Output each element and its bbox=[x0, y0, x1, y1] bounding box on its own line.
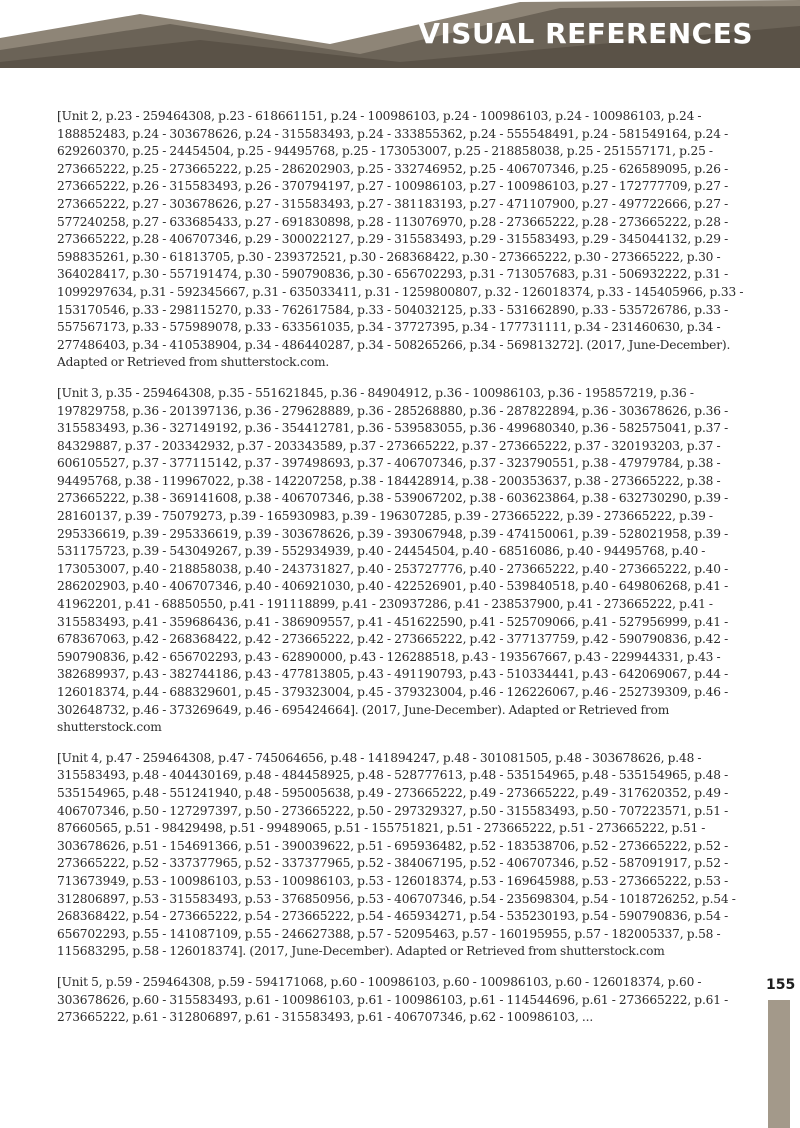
reference-paragraph-unit-3: [Unit 3, p.35 - 259464308, p.35 - 551621845, p.36 - 84904912, p.36 - 100986103, p.36 - 195857219, p.36 - 197829758, p.36 - 201397136, p.36 - 279628889, p.36 - 285268880, p.36 - 287822894, p.36 - 303678626, p.36 - 315583493, p.36 - 327149192, p.36 - 354412781, p.36 - 539583055, p.36 - 499680340, p.36 - 582575041, p.37 - 84329887, p.37 - 203342932, p.37 - 203343589, p.37 - 273665222, p.37 - 273665222, p.37 - 320193203, p.37 - 606105527, p.37 - 377115142, p.37 - 397498693, p.37 - 406707346, p.37 - 323790551, p.38 - 47979784, p.38 - 94495768, p.38 - 119967022, p.38 - 142207258, p.38 - 184428914, p.38 - 200353637, p.38 - 273665222, p.38 - 273665222, p.38 - 369141608, p.38 - 406707346, p.38 - 539067202, p.38 - 603623864, p.38 - 632730290, p.39 - 28160137, p.39 - 75079273, p.39 - 165930983, p.39 - 196307285, p.39 - 273665222, p.39 - 273665222, p.39 - 295336619, p.39 - 295336619, p.39 - 303678626, p.39 - 393067948, p.39 - 474150061, p.39 - 528021958, p.39 - 531175723, p.39 - 543049267, p.39 - 552934939, p.40 - 24454504, p.40 - 68516086, p.40 - 94495768, p.40 - 173053007, p.40 - 218858038, p.40 - 243731827, p.40 - 253727776, p.40 - 273665222, p.40 - 273665222, p.40 - 286202903, p.40 - 406707346, p.40 - 406921030, p.40 - 422526901, p.40 - 539840518, p.40 - 649806268, p.41 - 41962201, p.41 - 68850550, p.41 - 191118899, p.41 - 230937286, p.41 - 238537900, p.41 - 273665222, p.41 - 315583493, p.41 - 359686436, p.41 - 386909557, p.41 - 451622590, p.41 - 525709066, p.41 - 527956999, p.41 - 678367063, p.42 - 268368422, p.42 - 273665222, p.42 - 273665222, p.42 - 377137759, p.42 - 590790836, p.42 - 590790836, p.42 - 656702293, p.43 - 62890000, p.43 - 126288518, p.43 - 193567667, p.43 - 229944331, p.43 - 382689937, p.43 - 382744186, p.43 - 477813805, p.43 - 491190793, p.43 - 510334441, p.43 - 642069067, p.44 - 126018374, p.44 - 688329601, p.45 - 379323004, p.45 - 379323004, p.46 - 126226067, p.46 - 252739309, p.46 - 302648732, p.46 - 373269649, p.46 - 695424664]. (2017, June-December). Adapted or Retrieved from shutterstock.com bbox=[57, 385, 729, 735]
reference-paragraph-unit-5: [Unit 5, p.59 - 259464308, p.59 - 594171068, p.60 - 100986103, p.60 - 100986103, p.60 - 126018374, p.60 - 303678626, p.60 - 315583493, p.61 - 100986103, p.61 - 100986103, p.61 - 114544696, p.61 - 273665222, p.61 - 273665222, p.61 - 312806897, p.61 - 315583493, p.61 - 406707346, p.62 - 100986103, ... bbox=[57, 974, 729, 1025]
reference-paragraph-unit-4: [Unit 4, p.47 - 259464308, p.47 - 745064656, p.48 - 141894247, p.48 - 301081505, p.48 - 303678626, p.48 - 315583493, p.48 - 404430169, p.48 - 484458925, p.48 - 528777613, p.48 - 535154965, p.48 - 535154965, p.48 - 535154965, p.48 - 551241940, p.48 - 595005638, p.49 - 273665222, p.49 - 273665222, p.49 - 317620352, p.49 - 406707346, p.50 - 127297397, p.50 - 273665222, p.50 - 297329327, p.50 - 315583493, p.50 - 707223571, p.51 - 87660565, p.51 - 98429498, p.51 - 99489065, p.51 - 155751821, p.51 - 273665222, p.51 - 273665222, p.51 - 303678626, p.51 - 154691366, p.51 - 390039622, p.51 - 695936482, p.52 - 183538706, p.52 - 273665222, p.52 - 273665222, p.52 - 337377965, p.52 - 337377965, p.52 - 384067195, p.52 - 406707346, p.52 - 587091917, p.52 - 713673949, p.53 - 100986103, p.53 - 100986103, p.53 - 126018374, p.53 - 169645988, p.53 - 273665222, p.53 - 312806897, p.53 - 315583493, p.53 - 376850956, p.53 - 406707346, p.54 - 235698304, p.54 - 1018726252, p.54 - 268368422, p.54 - 273665222, p.54 - 273665222, p.54 - 465934271, p.54 - 535230193, p.54 - 590790836, p.54 - 656702293, p.55 - 141087109, p.55 - 246627388, p.57 - 52095463, p.57 - 160195955, p.57 - 182005337, p.58 - 115683295, p.58 - 126018374]. (2017, June-December). Adapted or Retrieved from shutterstock.com bbox=[57, 750, 736, 959]
side-tab-bar bbox=[768, 1000, 790, 1128]
page-number: 155 bbox=[766, 977, 796, 993]
references-content bbox=[57, 108, 747, 1040]
page-header-banner bbox=[0, 0, 800, 68]
reference-paragraph-unit-2: [Unit 2, p.23 - 259464308, p.23 - 618661151, p.24 - 100986103, p.24 - 100986103, p.24 - 100986103, p.24 - 188852483, p.24 - 303678626, p.24 - 315583493, p.24 - 333855362, p.24 - 555548491, p.24 - 581549164, p.24 - 629260370, p.25 - 24454504, p.25 - 94495768, p.25 - 173053007, p.25 - 218858038, p.25 - 251557171, p.25 - 273665222, p.25 - 273665222, p.25 - 286202903, p.25 - 332746952, p.25 - 406707346, p.25 - 626589095, p.26 - 273665222, p.26 - 315583493, p.26 - 370794197, p.27 - 100986103, p.27 - 100986103, p.27 - 172777709, p.27 - 273665222, p.27 - 303678626, p.27 - 315583493, p.27 - 381183193, p.27 - 471107900, p.27 - 497722666, p.27 - 577240258, p.27 - 633685433, p.27 - 691830898, p.28 - 113076970, p.28 - 273665222, p.28 - 273665222, p.28 - 273665222, p.28 - 406707346, p.29 - 300022127, p.29 - 315583493, p.29 - 315583493, p.29 - 345044132, p.29 - 598835261, p.30 - 61813705, p.30 - 239372521, p.30 - 268368422, p.30 - 273665222, p.30 - 273665222, p.30 - 364028417, p.30 - 557191474, p.30 - 590790836, p.30 - 656702293, p.31 - 713057683, p.31 - 506932222, p.31 - 1099297634, p.31 - 592345667, p.31 - 635033411, p.31 - 1259800807, p.32 - 126018374, p.33 - 145405966, p.33 - 153170546, p.33 - 298115270, p.33 - 762617584, p.33 - 504032125, p.33 - 531662890, p.33 - 535726786, p.33 - 557567173, p.33 - 575989078, p.33 - 633561035, p.34 - 37727395, p.34 - 177731111, p.34 - 231460630, p.34 - 277486403, p.34 - 410538904, p.34 - 486440287, p.34 - 508265266, p.34 - 569813272]. (2017, June-December). Adapted or Retrieved from shutterstock.com. bbox=[57, 109, 744, 370]
section-title: VISUAL REFERENCES bbox=[418, 17, 753, 50]
